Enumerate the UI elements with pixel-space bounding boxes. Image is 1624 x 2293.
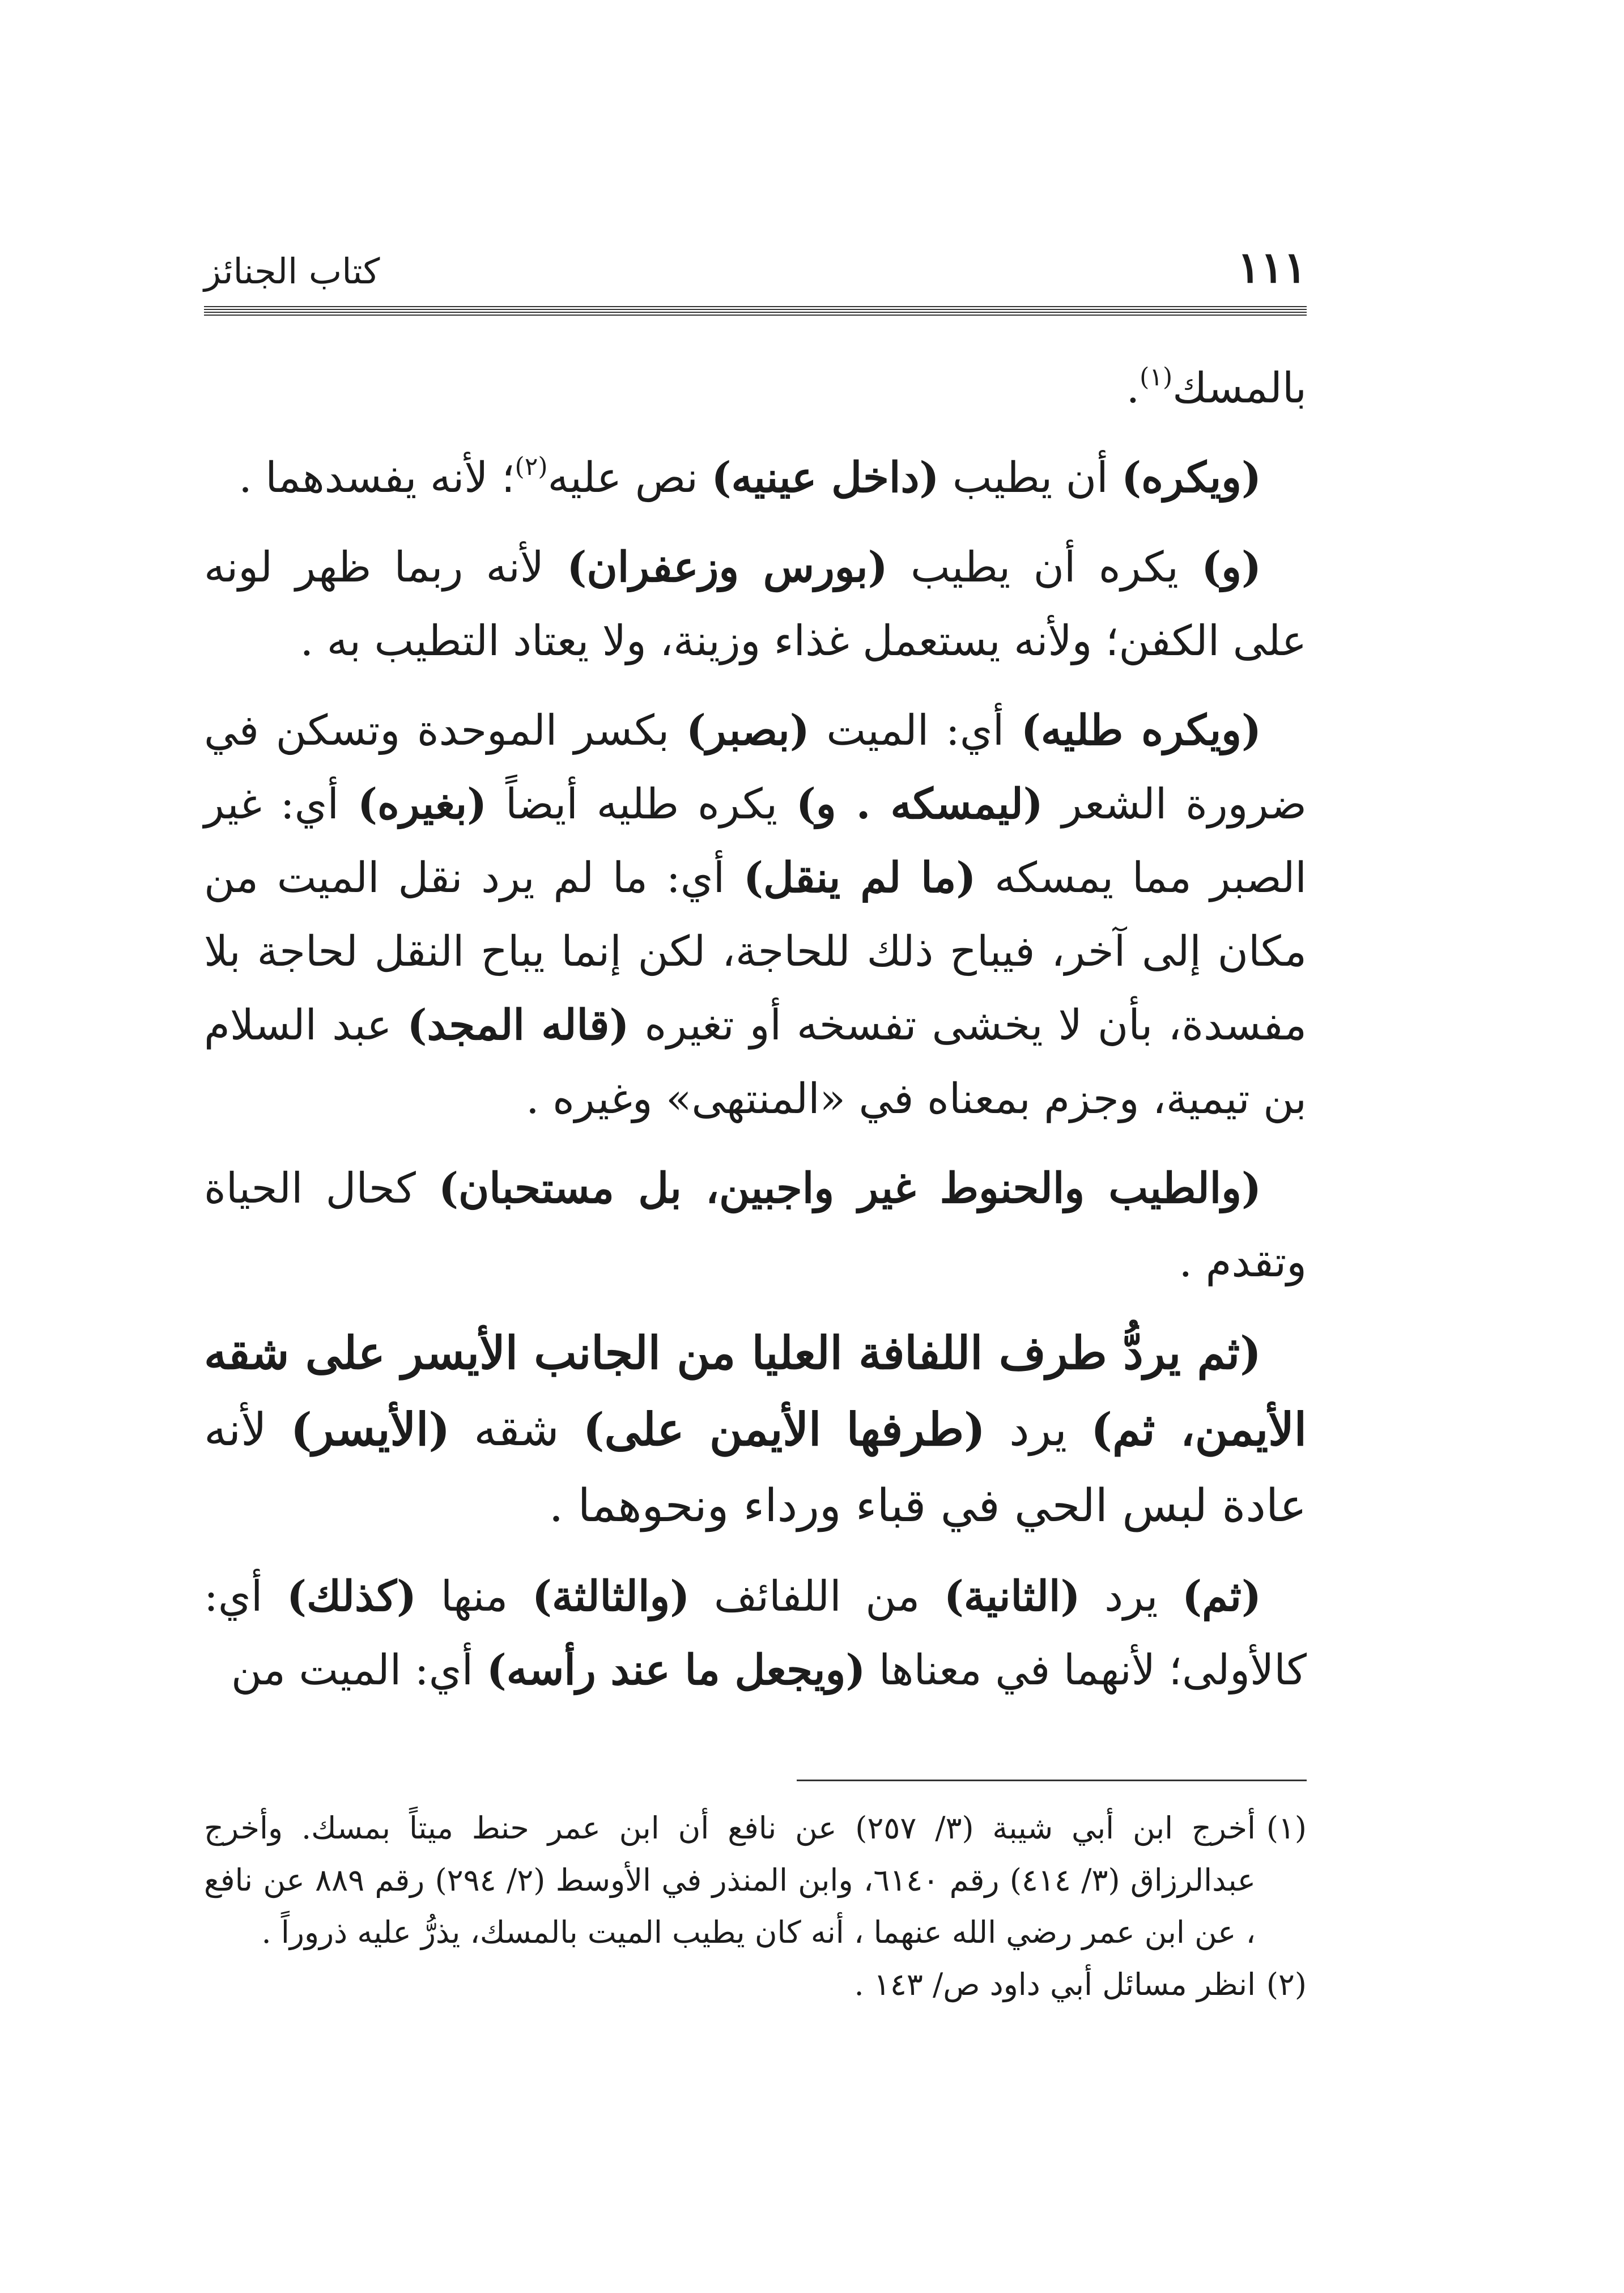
chapter-title: كتاب الجنائز xyxy=(204,250,380,292)
footnote-ref-2: (٢) xyxy=(515,452,548,481)
text-segment: يكره طليه أيضاً xyxy=(487,780,796,829)
text-segment: أي: غير الصبر مما يمسكه xyxy=(204,780,1307,902)
header-rule xyxy=(204,306,1307,317)
bold-term: (كذلك) xyxy=(287,1572,417,1621)
paragraph-2 xyxy=(204,441,1307,515)
bold-term: (ويكره) xyxy=(1121,453,1261,502)
bold-term: (ما لم ينقل) xyxy=(743,853,976,902)
paragraph-6 xyxy=(204,1315,1307,1544)
paragraph-7 xyxy=(204,1560,1307,1707)
text-segment: أي: ما لم يرد نقل الميت من مكان إلى آخر، فيباح ذلك للحاجة، لكن إنما يباح النقل لحاجة بلا مفسدة، بأن لا يخشى تفسخه أو تغيره xyxy=(204,853,1307,1050)
text-segment: أي: الميت من xyxy=(231,1646,487,1695)
bold-term: (ويجعل ما عند رأسه) xyxy=(486,1646,866,1695)
text-segment: بالمسك xyxy=(1172,364,1307,413)
main-text xyxy=(204,351,1307,1723)
bold-term: (ليمسكه . و) xyxy=(796,780,1043,829)
text-segment: أي: كالأولى؛ لأنهما في معناها xyxy=(204,1572,1307,1695)
footnote-2 xyxy=(204,1959,1307,2011)
text-segment: . xyxy=(1126,364,1140,413)
text-segment: لأنه عادة لبس الحي في قباء ورداء ونحوهما . xyxy=(204,1403,1307,1532)
text-segment: منها xyxy=(416,1572,532,1621)
bold-term: (طرفها الأيمن على) xyxy=(583,1403,985,1456)
footnote-text: أخرج ابن أبي شيبة (٣/ ٢٥٧) عن نافع أن ابن عمر حنط ميتاً بمسك. وأخرج عبدالرزاق (٣/ ٤١٤) رقم ٦١٤٠، وابن المنذر في الأوسط (٢/ ٢٩٤) رقم ٨٨٩ عن نافع ، عن ابن عمر رضي الله عنهما ، أنه كان يطيب الميت بالمسك، يذرُّ عليه ذروراً . xyxy=(204,1810,1256,1950)
text-segment: لأنه ربما ظهر لونه على الكفن؛ ولأنه يستعمل غذاء وزينة، ولا يعتاد التطيب به . xyxy=(204,543,1307,665)
paragraph-3 xyxy=(204,530,1307,678)
footnote-1 xyxy=(204,1802,1307,1959)
text-segment: يكره أن يطيب xyxy=(887,543,1202,592)
bold-term: (الثانية) xyxy=(943,1572,1081,1621)
bold-term: (داخل عينيه) xyxy=(711,453,939,502)
bold-term: (بصبر) xyxy=(686,706,810,755)
footnote-ref-1: (١) xyxy=(1140,363,1173,392)
text-segment: نص عليه xyxy=(547,453,712,502)
text-segment: يرد xyxy=(1080,1572,1183,1621)
bold-term: (ثم) xyxy=(1182,1572,1262,1621)
footnote-text: انظر مسائل أبي داود ص/ ١٤٣ . xyxy=(854,1967,1256,2002)
text-segment: شقه xyxy=(450,1403,583,1456)
paragraph-5 xyxy=(204,1152,1307,1299)
text-segment: يرد xyxy=(985,1403,1091,1456)
footnote-rule xyxy=(797,1780,1307,1781)
bold-term: (ثم يردُّ طرف اللفافة العليا من الجانب الأيسر على شقه الأيمن، ثم) xyxy=(204,1326,1307,1456)
footnotes xyxy=(204,1802,1307,2011)
text-segment: ؛ لأنه يفسدهما . xyxy=(239,453,515,502)
text-segment: أي: الميت xyxy=(809,706,1021,755)
text-segment: بكسر الموحدة وتسكن في ضرورة الشعر xyxy=(204,706,1307,829)
text-segment: عبد السلام بن تيمية، وجزم بمعناه في «المنتهى» وغيره . xyxy=(204,1001,1307,1123)
page-number: ١١١ xyxy=(1237,242,1307,292)
bold-term: (الأيسر) xyxy=(290,1403,450,1456)
bold-term: (ويكره طليه) xyxy=(1021,706,1261,755)
paragraph-4 xyxy=(204,694,1307,1136)
bold-term: (والثالثة) xyxy=(532,1572,690,1621)
bold-term: (بورس وزعفران) xyxy=(567,543,888,592)
footnote-number: (١) xyxy=(1266,1810,1307,1846)
text-segment: أن يطيب xyxy=(939,453,1122,502)
paragraph-1 xyxy=(204,351,1307,425)
text-segment: من اللفائف xyxy=(690,1572,944,1621)
bold-term: (والطيب والحنوط غير واجبين، بل مستحبان) xyxy=(438,1164,1261,1213)
footnote-number: (٢) xyxy=(1266,1967,1307,2002)
page-header xyxy=(204,242,1307,292)
bold-term: (و) xyxy=(1201,543,1261,592)
bold-term: (بغيره) xyxy=(357,780,487,829)
bold-term: (قاله المجد) xyxy=(407,1001,630,1050)
text-segment: كحال الحياة وتقدم . xyxy=(204,1164,1307,1286)
